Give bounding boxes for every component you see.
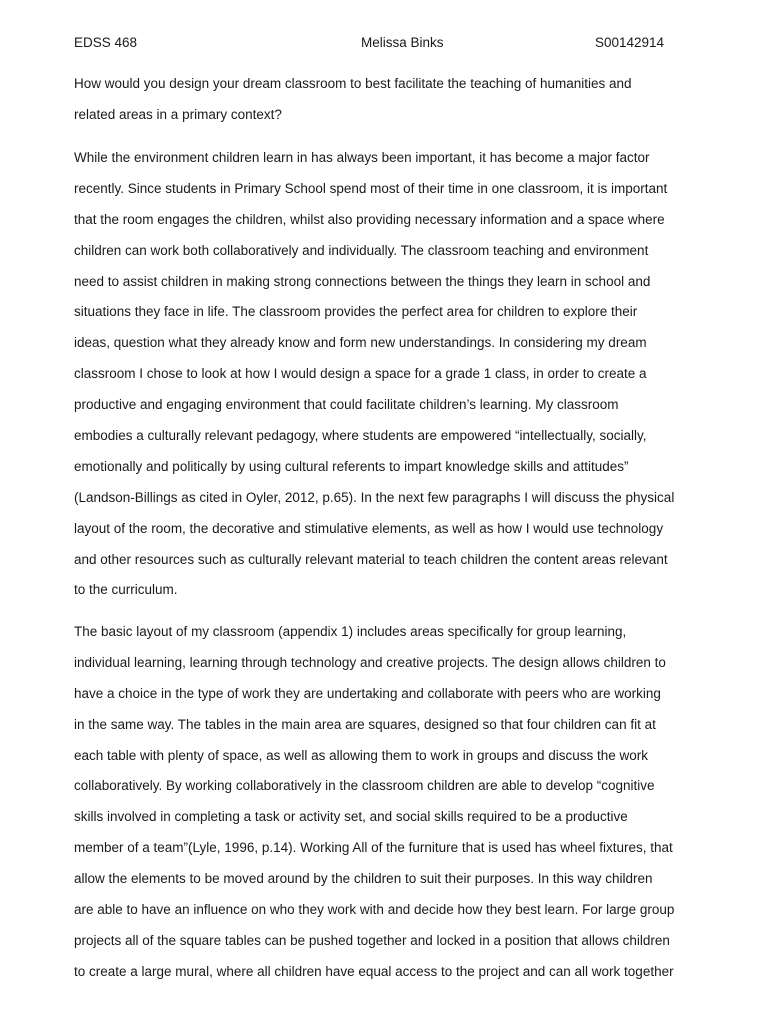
- paragraph-line: While the environment children learn in has always been important, it has become a major factor: [74, 150, 650, 165]
- paragraph-layout: [74, 622, 714, 993]
- paragraph-line: layout of the room, the decorative and stimulative elements, as well as how I would use technology: [74, 520, 664, 536]
- question-line: How would you design your dream classroom to best facilitate the teaching of humanities and: [74, 76, 632, 91]
- author-name: Melissa Binks: [361, 35, 444, 50]
- paragraph-line: collaboratively. By working collaboratively in the classroom children are able to develop “cognitive: [74, 778, 655, 794]
- question-line: related areas in a primary context?: [74, 106, 282, 122]
- paragraph-introduction: [74, 148, 714, 611]
- paragraph-line: situations they face in life. The classroom provides the perfect area for children to explore their: [74, 304, 638, 320]
- paragraph-line: skills involved in completing a task or activity set, and social skills required to be a productive: [74, 809, 628, 825]
- paragraph-line: productive and engaging environment that could facilitate children’s learning. My classroom: [74, 397, 619, 413]
- paragraph-line: individual learning, learning through technology and creative projects. The design allows children to: [74, 654, 666, 670]
- paragraph-line: allow the elements to be moved around by the children to suit their purposes. In this way children: [74, 871, 653, 887]
- paragraph-line: emotionally and politically by using cultural referents to impart knowledge skills and attitudes”: [74, 458, 629, 474]
- paragraph-line: recently. Since students in Primary School spend most of their time in one classroom, it is important: [74, 180, 668, 196]
- paragraph-line: member of a team”(Lyle, 1996, p.14). Working All of the furniture that is used has wheel fixtures, that: [74, 840, 673, 856]
- paragraph-line: have a choice in the type of work they are undertaking and collaborate with peers who are working: [74, 685, 661, 701]
- paragraph-line: each table with plenty of space, as well as allowing them to work in groups and discuss the work: [74, 747, 649, 763]
- paragraph-line: to the curriculum.: [74, 582, 178, 598]
- paragraph-line: that the room engages the children, whilst also providing necessary information and a space where: [74, 211, 665, 227]
- paragraph-line: to create a large mural, where all children have equal access to the project and can all work together: [74, 963, 674, 979]
- paragraph-line: embodies a culturally relevant pedagogy, where students are empowered “intellectually, socially,: [74, 428, 647, 444]
- paragraph-line: and other resources such as culturally relevant material to teach children the content areas relevant: [74, 551, 668, 567]
- paragraph-line: in the same way. The tables in the main area are squares, designed so that four children can fit at: [74, 716, 656, 732]
- essay-question: [74, 74, 714, 136]
- paragraph-line: children can work both collaboratively and individually. The classroom teaching and environment: [74, 242, 649, 258]
- paragraph-line: ideas, question what they already know and form new understandings. In considering my dream: [74, 335, 647, 351]
- paragraph-line: projects all of the square tables can be pushed together and locked in a position that allows children: [74, 932, 670, 948]
- student-id: S00142914: [595, 35, 665, 50]
- course-code: EDSS 468: [74, 35, 138, 50]
- paragraph-line: (Landson-Billings as cited in Oyler, 2012, p.65). In the next few paragraphs I will discuss the physical: [74, 489, 675, 505]
- paragraph-line: need to assist children in making strong connections between the things they learn in school and: [74, 273, 651, 289]
- paragraph-line: The basic layout of my classroom (appendix 1) includes areas specifically for group learning,: [74, 624, 627, 639]
- page-header: [74, 35, 674, 51]
- paragraph-line: classroom I chose to look at how I would design a space for a grade 1 class, in order to create a: [74, 366, 647, 382]
- paragraph-line: are able to have an influence on who they work with and decide how they best learn. For large group: [74, 902, 675, 918]
